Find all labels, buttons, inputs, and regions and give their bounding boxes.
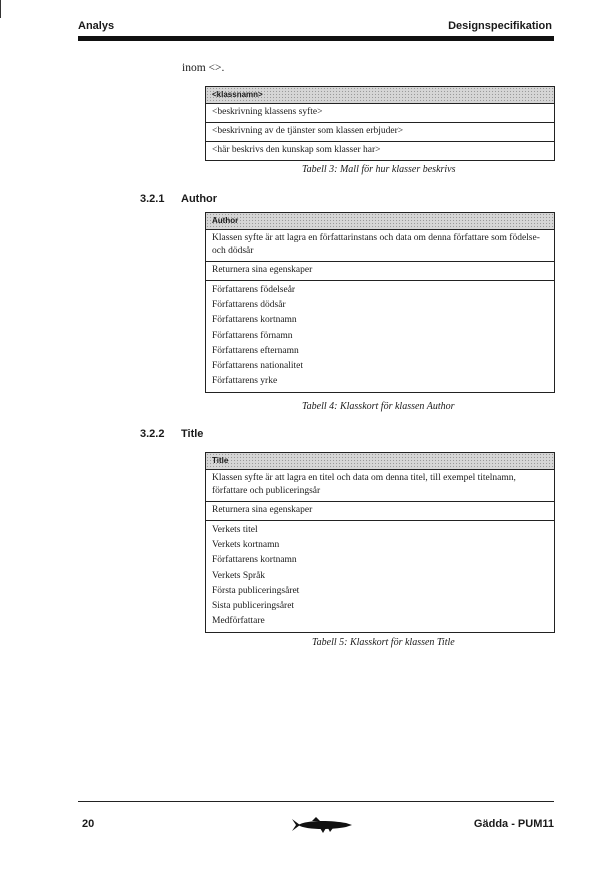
intro-text: inom <>.: [182, 62, 225, 74]
card-knowledge-row: <här beskrivs den kunskap som klasser har>: [212, 145, 381, 155]
knowledge-item: Verkets Språk: [212, 570, 266, 581]
page-number: 20: [82, 818, 95, 830]
card-purpose-row: Klassen syfte är att lagra en titel och data om denna titel, till exempel titelnamn, författare och publiceringsår: [206, 470, 554, 502]
knowledge-item: Medförfattare: [212, 616, 265, 627]
knowledge-item: Verkets titel: [212, 525, 258, 535]
title-class-card: [205, 452, 555, 633]
section-title: Author: [181, 193, 218, 205]
card-heading: <klassnamn>: [206, 87, 554, 104]
card-purpose-row: Klassen syfte är att lagra en författarinstans och data om denna författare som födelse- och dödsår: [206, 230, 554, 262]
card-services-row: Returnera sina egenskaper: [206, 262, 554, 281]
card-services-row: Returnera sina egenskaper: [206, 502, 554, 521]
section-title: Title: [181, 428, 204, 440]
header-rule: [78, 36, 554, 41]
card-heading: Author: [206, 213, 554, 230]
card-heading: Title: [206, 453, 554, 470]
footer-document-id: Gädda - PUM11: [473, 818, 554, 830]
card-services-row: <beskrivning av de tjänster som klassen erbjuder>: [206, 123, 554, 142]
section-number: 3.2.1: [140, 193, 165, 205]
knowledge-item: Författarens dödsår: [212, 300, 286, 311]
running-header-left: Analys: [78, 20, 115, 32]
template-class-card: [205, 86, 555, 161]
knowledge-item: Författarens nationalitet: [212, 361, 304, 372]
knowledge-item: Författarens efternamn: [212, 345, 299, 356]
table-caption: Tabell 5: Klasskort för klassen Title: [312, 637, 455, 648]
knowledge-item: Författarens kortnamn: [212, 315, 297, 326]
knowledge-item: Författarens yrke: [212, 376, 278, 387]
footer-rule: [78, 801, 554, 802]
table-caption: Tabell 4: Klasskort för klassen Author: [302, 401, 455, 412]
section-number: 3.2.2: [140, 428, 165, 440]
knowledge-item: Verkets kortnamn: [212, 540, 280, 551]
running-header-right: Designspecifikation: [448, 20, 552, 32]
author-class-card: [205, 212, 555, 393]
knowledge-item: Första publiceringsåret: [212, 585, 300, 596]
card-purpose-row: <beskrivning klassens syfte>: [206, 104, 554, 123]
pike-fish-logo-icon: [290, 815, 354, 840]
table-caption: Tabell 3: Mall för hur klasser beskrivs: [302, 164, 456, 175]
card-knowledge-list: [206, 521, 554, 632]
knowledge-item: Författarens kortnamn: [212, 555, 297, 566]
margin-mark: [0, 0, 1, 18]
knowledge-item: Författarens förnamn: [212, 330, 293, 341]
knowledge-item: Författarens födelseår: [212, 285, 296, 295]
knowledge-item: Sista publiceringsåret: [212, 601, 295, 612]
card-knowledge-list: [206, 281, 554, 392]
